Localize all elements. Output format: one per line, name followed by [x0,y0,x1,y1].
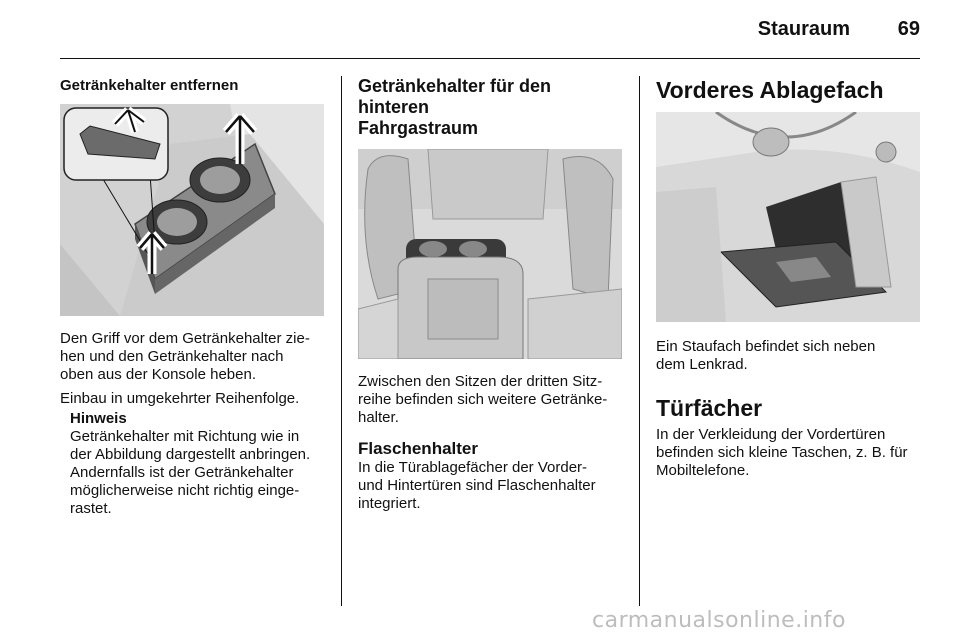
text-line: dem Lenkrad. [656,356,748,373]
section-heading-line: Getränkehalter für den hinteren [358,76,552,117]
text-line: Den Griff vor dem Getränkehalter zie- [60,330,310,347]
column-cupholder-removal [60,76,324,518]
note-title: Hinweis [70,410,127,427]
column-divider-right [639,76,640,606]
page-header-title: Stauraum [757,18,850,40]
text-line: möglicherweise nicht richtig einge- [70,482,300,499]
text-line: integriert. [358,495,421,512]
text-line: Andernfalls ist der Getränkehalter [70,464,294,481]
section-heading-line: Fahrgastraum [358,118,479,138]
column-rear-cupholder [358,76,622,513]
section-heading-door-pockets: Türfächer [656,395,763,421]
rear-seats-illustration [358,149,622,359]
header-rule [60,58,920,59]
section-heading: Getränkehalter entfernen [60,77,239,94]
page-number: 69 [897,18,920,40]
text-line: befinden sich kleine Taschen, z. B. für [656,444,908,461]
cupholder-illustration [60,104,324,316]
text-line: der Abbildung dargestellt anbringen. [70,446,311,463]
text-line: Ein Staufach befindet sich neben [656,338,876,355]
storage-compartment-illustration [656,112,920,322]
text-line: und Hintertüren sind Flaschenhalter [358,477,596,494]
text-line: halter. [358,409,399,426]
column-divider-left [341,76,342,606]
reinstall-text: Einbau in umgekehrter Reihenfolge. [60,390,300,407]
section-heading: Vorderes Ablagefach [656,77,884,103]
text-line: Getränkehalter mit Richtung wie in [70,428,300,445]
subheading-bottle-holder: Flaschenhalter [358,439,478,458]
text-line: In der Verkleidung der Vordertüren [656,426,886,443]
watermark: carmanualsonline.info [592,608,846,633]
text-line: oben aus der Konsole heben. [60,366,256,383]
text-line: hen und den Getränkehalter nach [60,348,284,365]
text-line: In die Türablagefächer der Vorder- [358,459,588,476]
column-front-storage [656,76,922,480]
text-line: Zwischen den Sitzen der dritten Sitz- [358,373,603,390]
text-line: reihe befinden sich weitere Getränke- [358,391,608,408]
note-box [70,410,324,518]
text-line: rastet. [70,500,112,517]
text-line: Mobiltelefone. [656,462,750,479]
